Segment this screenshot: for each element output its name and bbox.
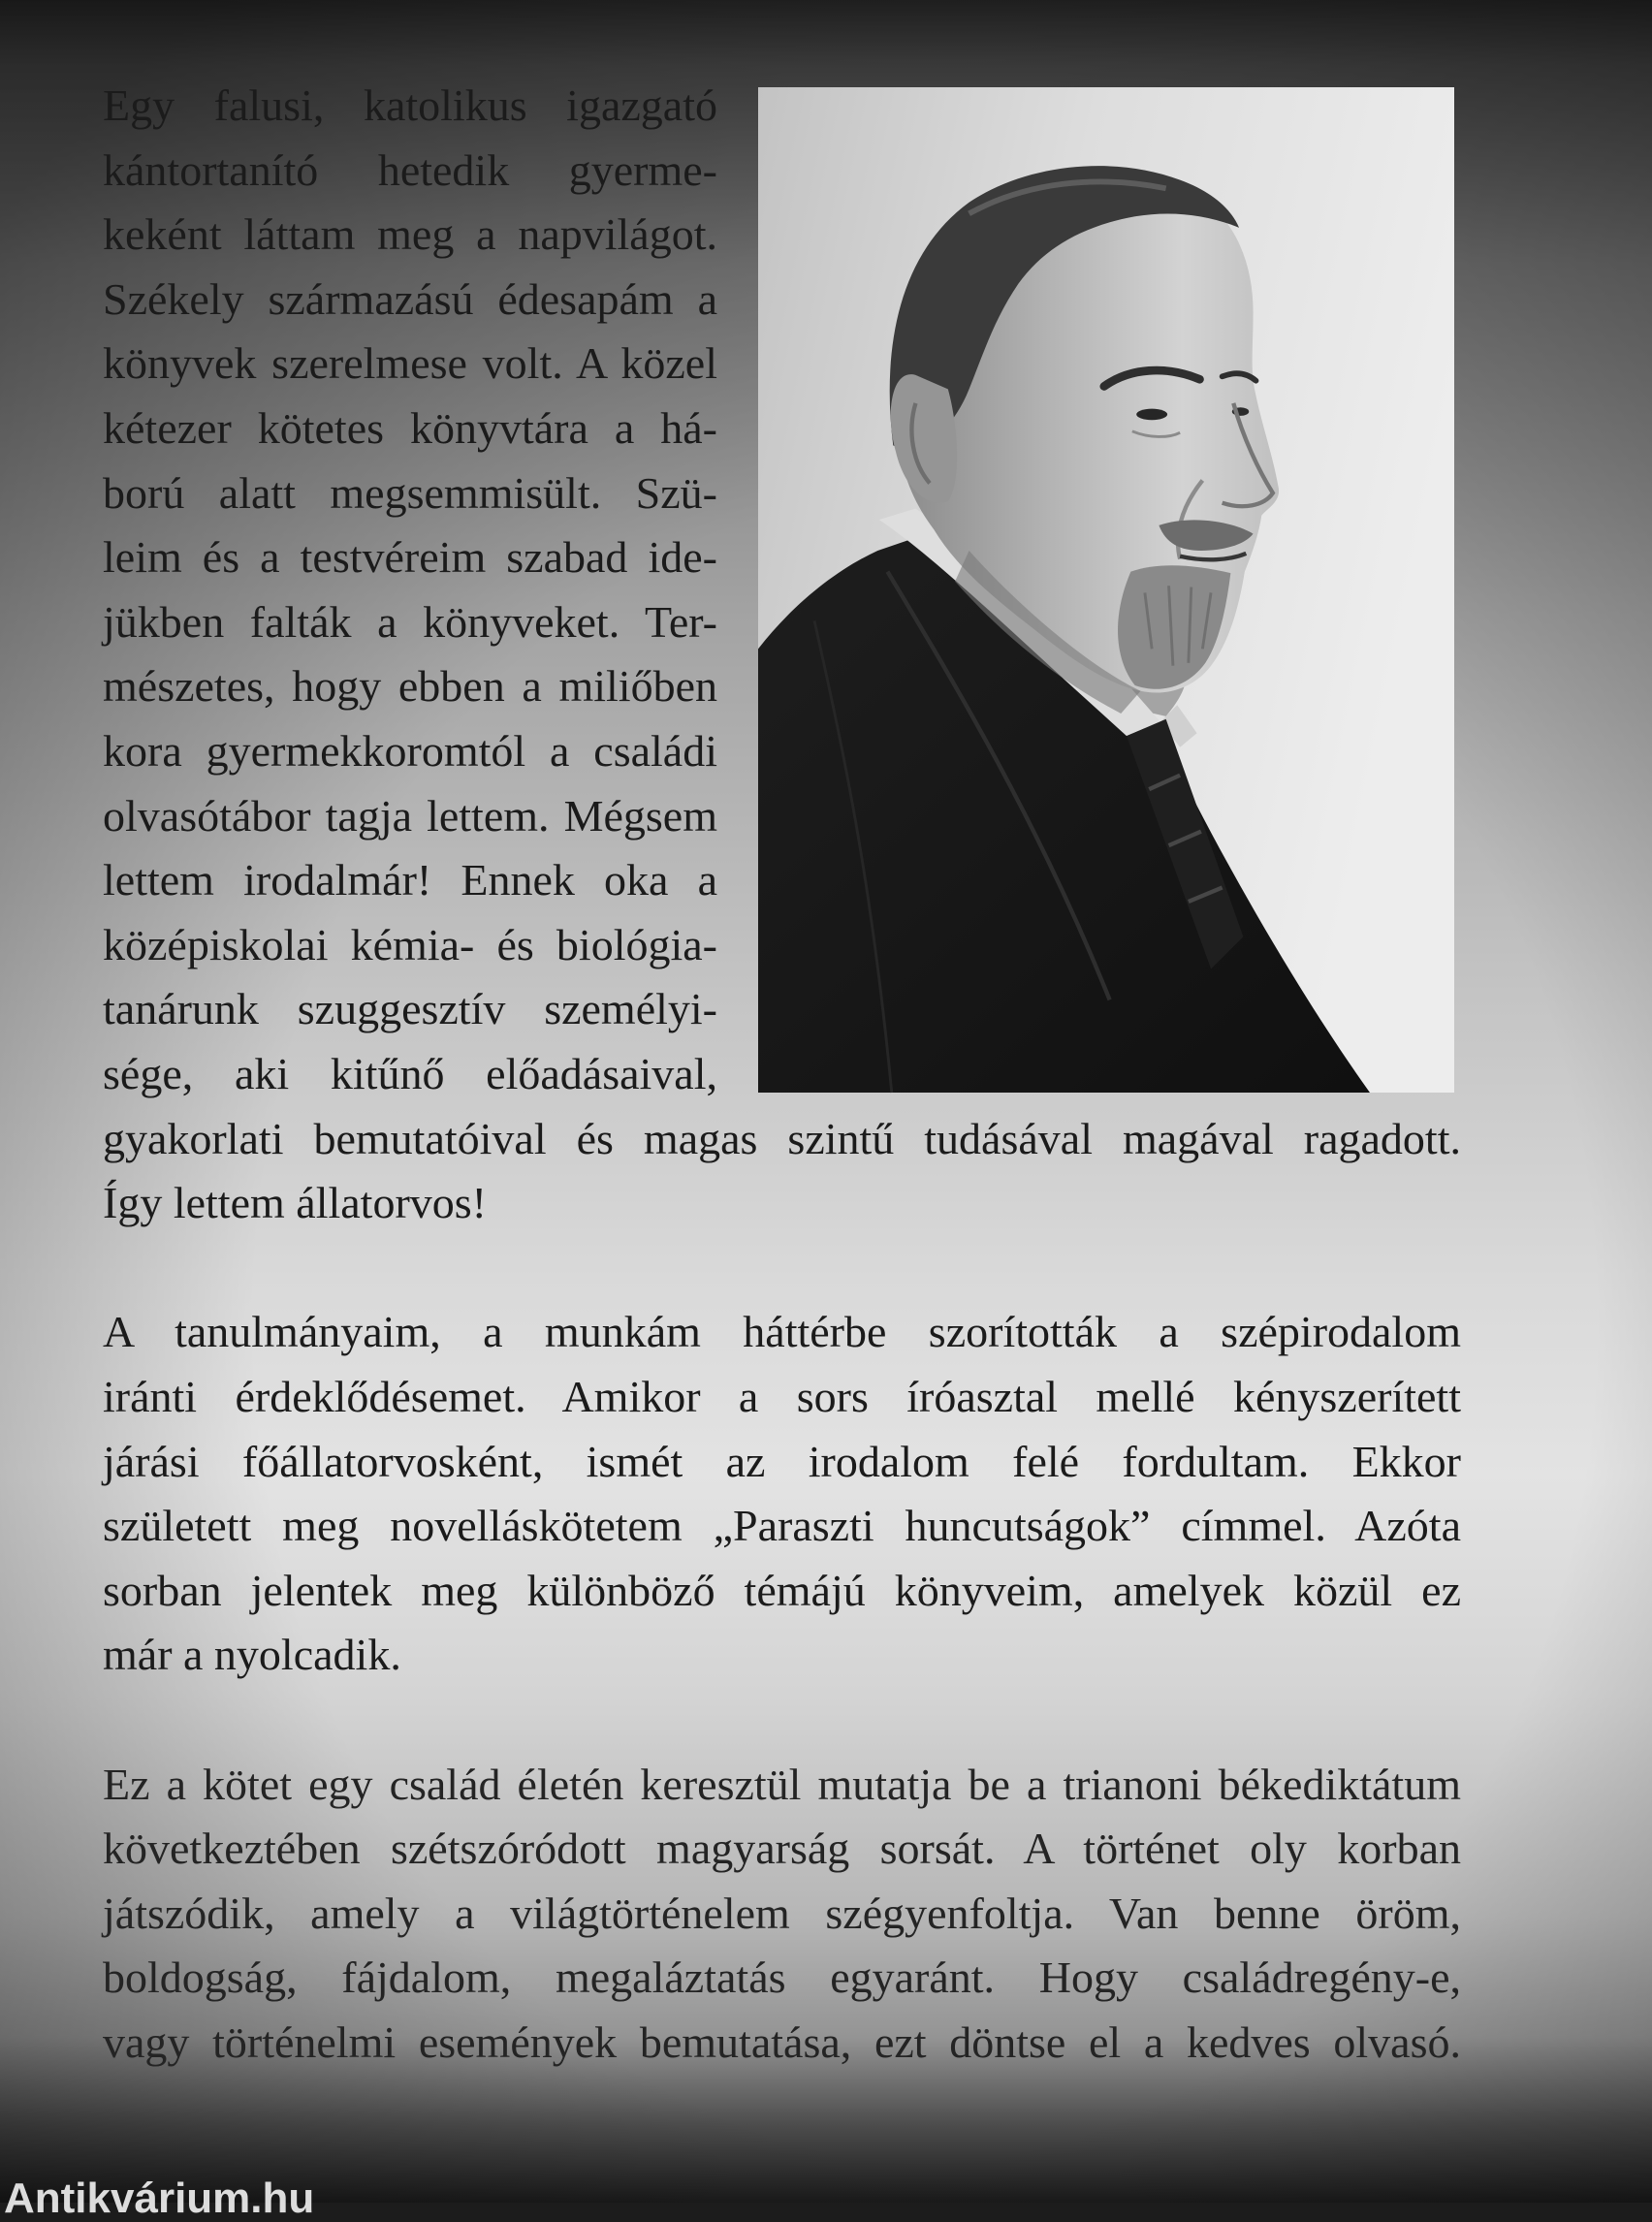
book-blurb-paragraph [103, 1753, 1461, 2076]
watermark-container [0, 2174, 407, 2222]
text-line: született meg novelláskötetem „Paraszti huncutságok” címmel. Azóta [103, 1501, 1461, 1551]
text-line: Egy falusi, katolikus igazgató [103, 80, 717, 130]
text-line: boldogság, fájdalom, megaláztatás egyaránt. Hogy családregény-e, [103, 1952, 1461, 2003]
text-line: keként láttam meg a napvilágot. [103, 209, 717, 260]
portrait-svg [758, 87, 1454, 1093]
text-line: már a nyolcadik. [103, 1630, 401, 1680]
biography-paragraph-2 [103, 1300, 1461, 1688]
text-line: járási főállatorvosként, ismét az irodalom felé fordultam. Ekkor [103, 1436, 1461, 1486]
text-line: kétezer kötetes könyvtára a há- [103, 402, 717, 453]
text-line: iránti érdeklődésemet. Amikor a sors íróasztal mellé kényszerített [103, 1371, 1461, 1421]
text-line: Székely származású édesapám a [103, 273, 717, 324]
text-line: Így lettem állatorvos! [103, 1178, 487, 1228]
text-line: következtében szétszóródott magyarság sorsát. A történet oly korban [103, 1824, 1461, 1874]
text-line: lettem irodalmár! Ennek oka a [103, 855, 717, 905]
text-line: olvasótábor tagja lettem. Mégsem [103, 790, 717, 841]
eye-icon [1136, 409, 1167, 421]
text-line: kántortanító hetedik gyerme- [103, 144, 717, 195]
watermark-text: Antikvárium.hu [4, 2174, 315, 2222]
text-line: leim és a testvéreim szabad ide- [103, 532, 717, 583]
text-line: mészetes, hogy ebben a miliőben [103, 661, 717, 712]
text-line: vagy történelmi események bemutatása, ezt döntse el a kedves olvasó. [103, 2016, 1461, 2067]
text-line: tanárunk szuggesztív személyi- [103, 984, 717, 1034]
text-line: jükben falták a könyveket. Ter- [103, 596, 717, 647]
text-line: középiskolai kémia- és biológia- [103, 919, 717, 969]
text-line: könyvek szerelmese volt. A közel [103, 338, 717, 389]
text-line: ború alatt megsemmisült. Szü- [103, 467, 717, 518]
text-line: játszódik, amely a világtörténelem szégyenfoltja. Van benne öröm, [103, 1888, 1461, 1938]
text-line: Ez a kötet egy család életén keresztül mutatja be a trianoni békediktátum [103, 1759, 1461, 1809]
text-line: kora gyermekkoromtól a családi [103, 725, 717, 776]
text-line: A tanulmányaim, a munkám háttérbe szorították a szépirodalom [103, 1307, 1461, 1357]
text-line: sége, aki kitűnő előadásaival, [103, 1048, 717, 1098]
author-portrait [758, 87, 1454, 1093]
text-line: gyakorlati bemutatóival és magas szintű tudásával magával ragadott. [103, 1113, 1461, 1163]
text-line: sorban jelentek meg különböző témájú könyveim, amelyek közül ez [103, 1565, 1461, 1615]
